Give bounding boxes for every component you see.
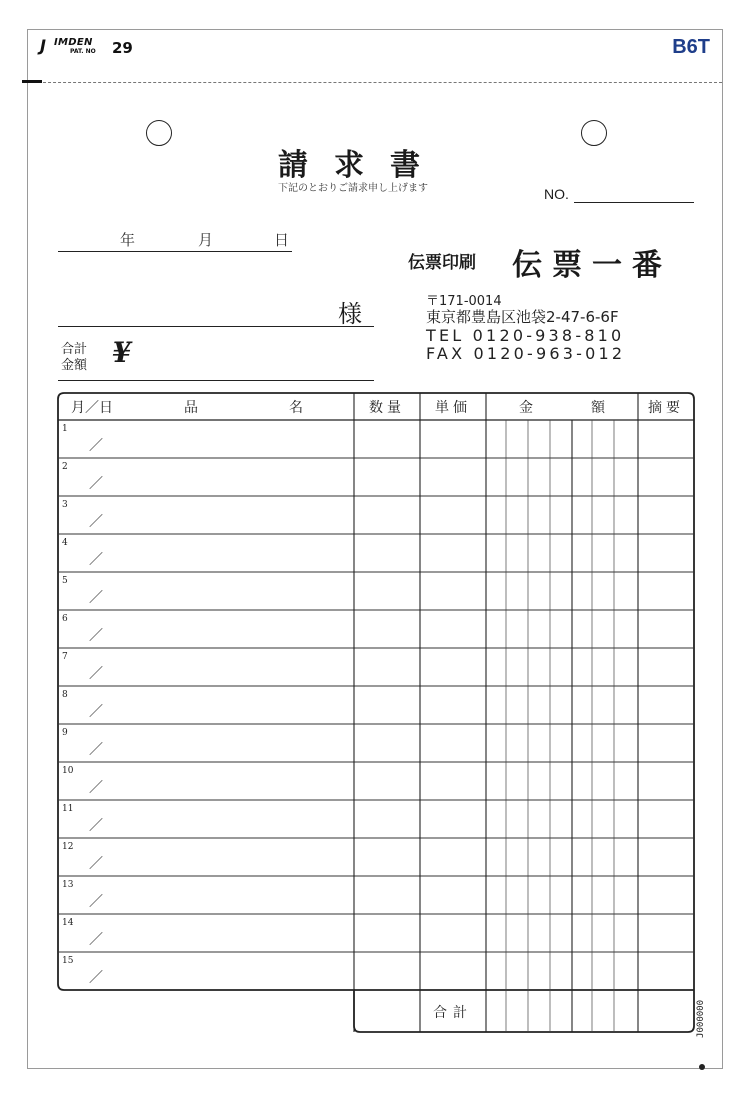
row-date-slash: ／: [89, 476, 103, 492]
row-date-slash: ／: [89, 704, 103, 720]
row-number: 2: [62, 462, 68, 472]
issuer-fax: FAX 0120-963-012: [426, 344, 626, 363]
row-date-slash: ／: [89, 438, 103, 454]
row-date-slash: ／: [89, 970, 103, 986]
yen-mark: ¥: [112, 336, 132, 369]
binding-hole-right: [581, 120, 607, 146]
row-number: 6: [62, 614, 68, 624]
header-date: 月／日: [71, 400, 113, 416]
line-items-table: [56, 391, 696, 1035]
header-unit-price: 単価: [435, 400, 471, 416]
invoice-sheet: [27, 29, 723, 1069]
row-number: 10: [62, 766, 74, 776]
invoice-number-field[interactable]: [574, 202, 694, 203]
row-number: 4: [62, 538, 68, 548]
row-number: 15: [62, 956, 74, 966]
issuer-name: 伝票一番: [512, 248, 672, 283]
header-quantity: 数量: [369, 400, 405, 416]
form-size-code: B6T: [672, 36, 710, 58]
brand-logo-j: J: [40, 36, 46, 55]
issuer-zip: 〒171-0014: [426, 294, 502, 309]
row-date-slash: ／: [89, 590, 103, 606]
recipient-field[interactable]: [58, 326, 374, 327]
row-number: 1: [62, 424, 68, 434]
row-date-slash: ／: [89, 742, 103, 758]
issuer-prefix: 伝票印刷: [408, 253, 476, 273]
header-item-2: 名: [289, 400, 303, 416]
grand-total-label-line1: 合計: [61, 342, 88, 357]
document-title: 請求書: [278, 148, 446, 183]
row-number: 9: [62, 728, 68, 738]
header-item-1: 品: [184, 400, 198, 416]
perforation-marker: [22, 80, 42, 83]
row-date-slash: ／: [89, 666, 103, 682]
row-number: 14: [62, 918, 74, 928]
row-number: 7: [62, 652, 68, 662]
header-amount-2: 額: [591, 400, 605, 416]
header-remarks: 摘要: [648, 400, 684, 416]
row-number: 11: [62, 804, 74, 814]
row-number: 3: [62, 500, 68, 510]
date-year-label: 年: [120, 231, 136, 249]
header-amount-1: 金: [519, 400, 533, 416]
row-number: 13: [62, 880, 74, 890]
table-total-label: 合計: [433, 1005, 473, 1021]
brand-pat-number: 29: [112, 39, 133, 57]
line-items-grid: [56, 391, 696, 1035]
grand-total-label-line2: 金額: [61, 358, 88, 373]
row-date-slash: ／: [89, 856, 103, 872]
date-field[interactable]: [58, 251, 292, 252]
row-date-slash: ／: [89, 818, 103, 834]
issuer-address: 東京都豊島区池袋2-47-6-6F: [426, 308, 619, 326]
document-subtitle: 下記のとおりご請求申し上げます: [278, 183, 428, 194]
control-dot: [699, 1064, 705, 1070]
row-date-slash: ／: [89, 894, 103, 910]
row-number: 8: [62, 690, 68, 700]
binding-hole-left: [146, 120, 172, 146]
invoice-number-label: NO.: [544, 186, 569, 202]
row-date-slash: ／: [89, 552, 103, 568]
grand-total-label: [61, 342, 87, 374]
brand-logo-imden: IMDEN: [54, 37, 93, 48]
row-date-slash: ／: [89, 514, 103, 530]
row-date-slash: ／: [89, 628, 103, 644]
issuer-tel: TEL 0120-938-810: [426, 326, 625, 345]
grand-total-field[interactable]: [58, 380, 374, 381]
date-day-label: 日: [274, 231, 290, 249]
brand-pat-label: PAT. NO: [70, 48, 96, 55]
perforation-line: [28, 82, 722, 83]
table-frame: [58, 393, 694, 1032]
date-month-label: 月: [198, 231, 214, 249]
row-date-slash: ／: [89, 780, 103, 796]
row-number: 12: [62, 842, 74, 852]
recipient-suffix: 様: [338, 300, 362, 328]
row-number: 5: [62, 576, 68, 586]
control-number: J000000: [696, 1000, 706, 1038]
row-date-slash: ／: [89, 932, 103, 948]
